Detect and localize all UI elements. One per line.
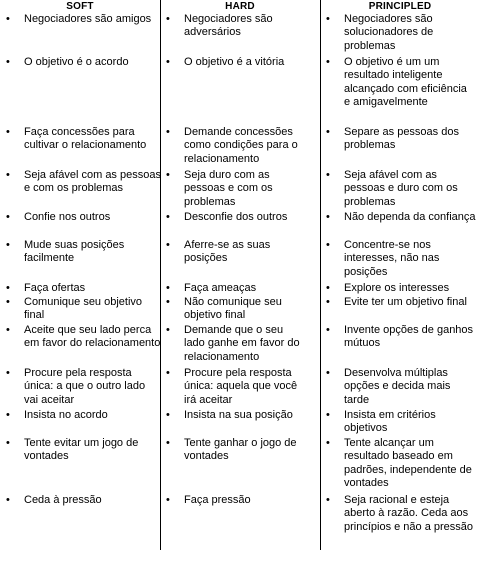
- cell-text: Não comunique seu objetivo final: [184, 296, 282, 322]
- cell-text: Tente alcançar um resultado baseado em padrões, independente de vontades: [344, 437, 472, 490]
- cell-text: Evite ter um objetivo final: [344, 296, 467, 308]
- bullet-icon: •: [166, 126, 170, 138]
- header-principled: PRINCIPLED: [368, 1, 432, 12]
- bullet-icon: •: [6, 126, 10, 138]
- bullet-icon: •: [326, 324, 330, 336]
- bullet-icon: •: [166, 282, 170, 294]
- cell-text: Seja racional e esteja aberto à razão. Ceda aos princípios e não a pressão: [344, 494, 474, 533]
- cell-text: Insista em critérios objetivos: [344, 409, 436, 435]
- cell-text: Invente opções de ganhos mútuos: [344, 324, 474, 350]
- cell-text: Tente ganhar o jogo de vontades: [184, 437, 297, 463]
- bullet-icon: •: [166, 409, 170, 421]
- header-soft: SOFT: [66, 1, 94, 12]
- column-divider-1: [160, 0, 161, 550]
- cell-text: Separe as pessoas dos problemas: [344, 126, 459, 152]
- cell-text: Desenvolva múltiplas opções e decida mais tarde: [344, 367, 451, 406]
- cell-text: Negociadores são amigos: [24, 13, 152, 25]
- cell-text: Seja duro com as pessoas e com os problemas: [184, 169, 273, 208]
- bullet-icon: •: [326, 126, 330, 138]
- bullet-icon: •: [6, 367, 10, 379]
- bullet-icon: •: [326, 13, 330, 25]
- bullet-icon: •: [6, 409, 10, 421]
- cell-text: Faça ameaças: [184, 282, 257, 294]
- bullet-icon: •: [6, 282, 10, 294]
- bullet-icon: •: [6, 494, 10, 506]
- bullet-icon: •: [6, 13, 10, 25]
- cell-text: Seja afável com as pessoas e duro com os problemas: [344, 169, 458, 208]
- cell-text: Demande que o seu lado ganhe em favor do relacionamento: [184, 324, 300, 363]
- cell-text: Faça ofertas: [24, 282, 86, 294]
- bullet-icon: •: [6, 324, 10, 336]
- bullet-icon: •: [166, 56, 170, 68]
- header-hard: HARD: [225, 1, 255, 12]
- bullet-icon: •: [326, 211, 330, 223]
- bullet-icon: •: [326, 169, 330, 181]
- bullet-icon: •: [166, 169, 170, 181]
- cell-text: Insista no acordo: [24, 409, 108, 421]
- bullet-icon: •: [166, 239, 170, 251]
- bullet-icon: •: [6, 296, 10, 308]
- cell-text: Mude suas posições facilmente: [24, 239, 125, 265]
- cell-text: Negociadores são adversários: [184, 13, 273, 39]
- cell-text: Seja afável com as pessoas e com os problemas: [24, 169, 161, 195]
- cell-text: Comunique seu objetivo final: [24, 296, 143, 322]
- cell-text: Aceite que seu lado perca em favor do relacionamento: [24, 324, 161, 350]
- bullet-icon: •: [6, 437, 10, 449]
- bullet-icon: •: [166, 324, 170, 336]
- bullet-icon: •: [326, 56, 330, 68]
- cell-text: Concentre-se nos interesses, não nas posições: [344, 239, 440, 278]
- bullet-icon: •: [326, 494, 330, 506]
- column-divider-2: [320, 0, 321, 550]
- bullet-icon: •: [326, 282, 330, 294]
- cell-text: Aferre-se as suas posições: [184, 239, 271, 265]
- bullet-icon: •: [166, 494, 170, 506]
- bullet-icon: •: [326, 239, 330, 251]
- bullet-icon: •: [326, 296, 330, 308]
- bullet-icon: •: [166, 367, 170, 379]
- cell-text: Confie nos outros: [24, 211, 111, 223]
- cell-text: Explore os interesses: [344, 282, 450, 294]
- bullet-icon: •: [166, 13, 170, 25]
- cell-text: Ceda à pressão: [24, 494, 102, 506]
- bullet-icon: •: [326, 409, 330, 421]
- bullet-icon: •: [326, 437, 330, 449]
- bullet-icon: •: [166, 437, 170, 449]
- cell-text: Negociadores são solucionadores de problemas: [344, 13, 434, 52]
- cell-text: Demande concessões como condições para o relacionamento: [184, 126, 298, 165]
- cell-text: O objetivo é o acordo: [24, 56, 129, 68]
- bullet-icon: •: [6, 169, 10, 181]
- cell-text: Faça concessões para cultivar o relacionamento: [24, 126, 147, 152]
- cell-text: Procure pela resposta única: aquela que você irá aceitar: [184, 367, 298, 406]
- bullet-icon: •: [166, 211, 170, 223]
- bullet-icon: •: [6, 211, 10, 223]
- cell-text: O objetivo é um um resultado inteligente alcançado com eficiência e amigavelmente: [344, 56, 467, 109]
- cell-text: Insista na sua posição: [184, 409, 293, 421]
- cell-text: Procure pela resposta única: a que o outro lado vai aceitar: [24, 367, 146, 406]
- bullet-icon: •: [166, 296, 170, 308]
- cell-text: Faça pressão: [184, 494, 251, 506]
- cell-text: O objetivo é a vitória: [184, 56, 285, 68]
- bullet-icon: •: [326, 367, 330, 379]
- cell-text: Tente evitar um jogo de vontades: [24, 437, 139, 463]
- cell-text: Não dependa da confiança: [344, 211, 476, 223]
- bullet-icon: •: [6, 239, 10, 251]
- cell-text: Desconfie dos outros: [184, 211, 288, 223]
- bullet-icon: •: [6, 56, 10, 68]
